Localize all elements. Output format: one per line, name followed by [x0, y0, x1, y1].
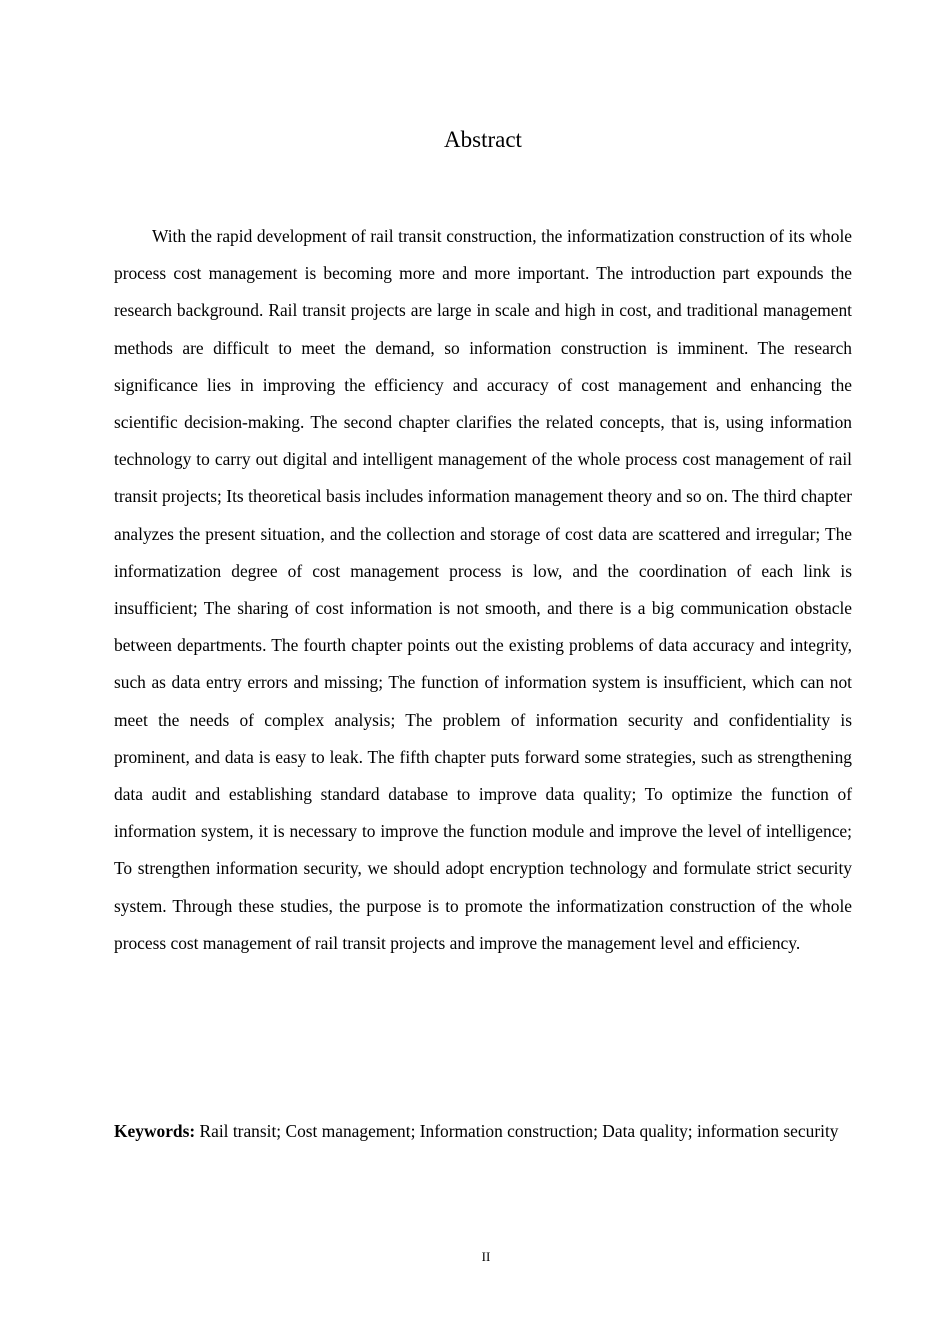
keywords-paragraph	[114, 1113, 852, 1149]
page-number: II	[481, 1249, 491, 1264]
abstract-body-paragraph: With the rapid development of rail transit construction, the informatization construction of its whole process cost management is becoming more and more important. The introduction part expounds the research background. Rail transit projects are large in scale and high in cost, and traditional management methods are difficult to meet the demand, so information construction is imminent. The research significance lies in improving the efficiency and accuracy of cost management and enhancing the scientific decision-making. The second chapter clarifies the related concepts, that is, using information technology to carry out digital and intelligent management of the whole process cost management of rail transit projects; Its theoretical basis includes information management theory and so on. The third chapter analyzes the present situation, and the collection and storage of cost data are scattered and irregular; The informatization degree of cost management process is low, and the coordination of each link is insufficient; The sharing of cost information is not smooth, and there is a big communication obstacle between departments. The fourth chapter points out the existing problems of data accuracy and integrity, such as data entry errors and missing; The function of information system is insufficient, which can not meet the needs of complex analysis; The problem of information security and confidentiality is prominent, and data is easy to leak. The fifth chapter puts forward some strategies, such as strengthening data audit and establishing standard database to improve data quality; To optimize the function of information system, it is necessary to improve the function module and improve the level of intelligence; To strengthen information security, we should adopt encryption technology and formulate strict security system. Through these studies, the purpose is to promote the informatization construction of the whole process cost management of rail transit projects and improve the management level and efficiency.	[114, 226, 852, 953]
keywords-label: Keywords:	[114, 1121, 196, 1141]
page-title: Abstract	[444, 127, 522, 152]
keywords-text: Rail transit; Cost management; Information construction; Data quality; information security	[195, 1121, 839, 1141]
